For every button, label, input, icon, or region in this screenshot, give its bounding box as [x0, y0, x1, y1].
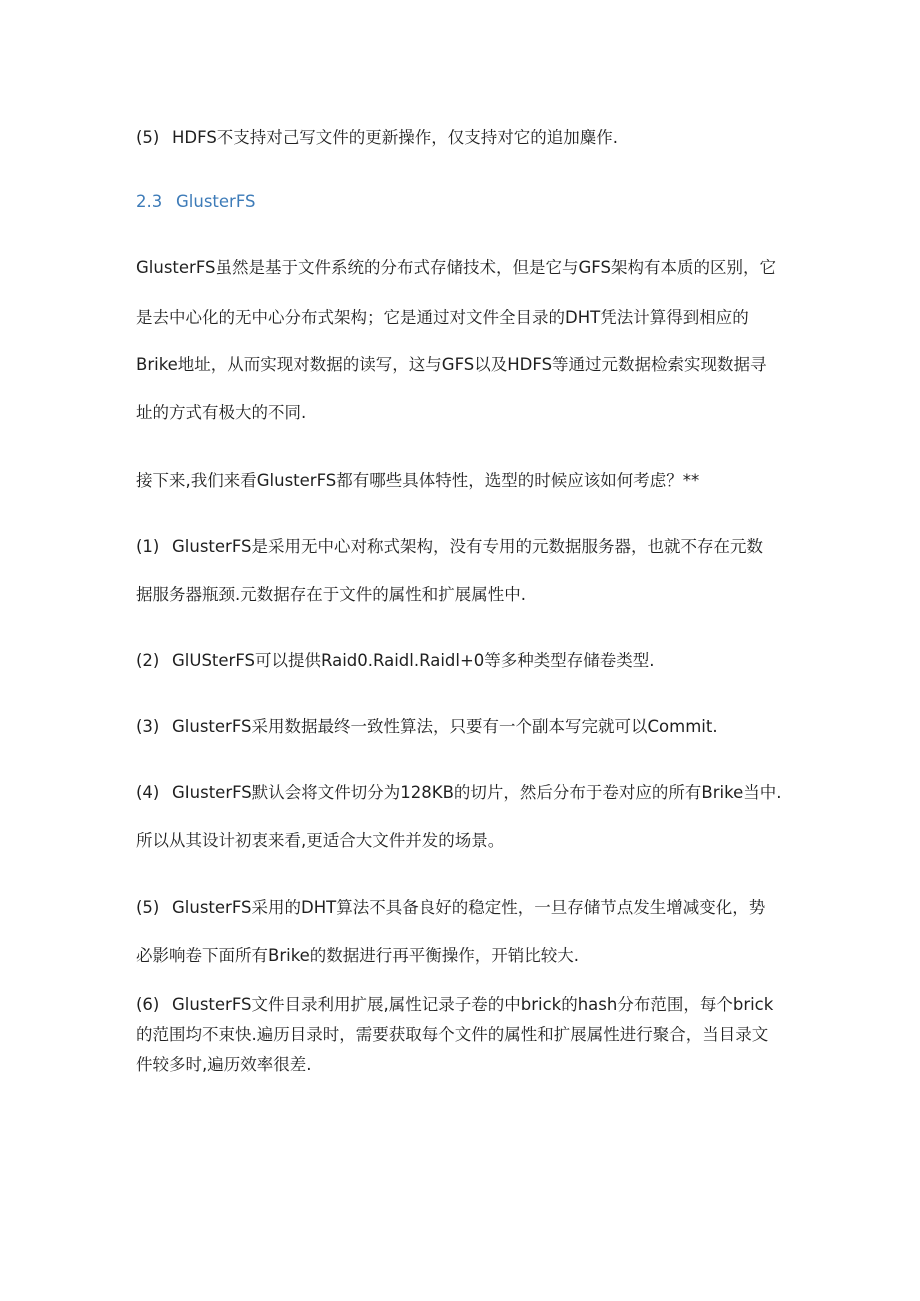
item-number: (1) — [136, 537, 160, 556]
item-number: (2) — [136, 651, 160, 670]
feature-item-1 — [136, 536, 763, 558]
item-text: GlusterFS采用的DHT算法不具备良好的稳定性，一旦存储节点发生增减变化，势 — [172, 898, 766, 917]
intro-line-4: 址的方式有极大的不同. — [136, 403, 307, 422]
question-line: 接下来,我们来看GlusterFS都有哪些具体特性，选型的时候应该如何考虑？** — [136, 471, 700, 490]
item-number: (5) — [136, 128, 160, 147]
item-text: GlusterFS是采用无中心对称式架构，没有专用的元数据服务器，也就不存在元数 — [172, 537, 764, 556]
feature-item-4-cont: 所以从其设计初衷来看,更适合大文件并发的场景。 — [136, 831, 505, 850]
feature-item-1-cont: 据服务器瓶颈.元数据存在于文件的属性和扩展属性中. — [136, 585, 526, 604]
section-title: GlusterFS — [176, 192, 256, 211]
feature-item-2 — [136, 650, 655, 672]
intro-line-3: Brike地址，从而实现对数据的读写，这与GFS以及HDFS等通过元数据检索实现数据寻 — [136, 355, 767, 374]
feature-item-6-cont-2: 件较多时,遍历效率很差. — [136, 1055, 312, 1074]
feature-item-4 — [136, 782, 781, 804]
item-text: GlusterFS文件目录利用扩展,属性记录子卷的中brick的hash分布范围，每个brick — [172, 995, 774, 1014]
section-number: 2.3 — [136, 192, 163, 211]
hdfs-item-5 — [136, 127, 618, 149]
item-text: GlusterFS采用数据最终一致性算法，只要有一个副本写完就可以Commit. — [172, 717, 718, 736]
feature-item-6-cont-1: 的范围均不束快.遍历目录时，需要获取每个文件的属性和扩展属性进行聚合，当目录文 — [136, 1025, 769, 1044]
item-text: HDFS不支持对己写文件的更新操作，仅支持对它的追加麋作. — [172, 128, 619, 147]
item-text: GIusterFS默认会将文件切分为128KB的切片，然后分布于卷对应的所有Brike当中. — [172, 783, 782, 802]
feature-item-6 — [136, 994, 773, 1016]
feature-item-3 — [136, 716, 718, 738]
intro-line-1: GlusterFS虽然是基于文件系统的分布式存储技术，但是它与GFS架构有本质的区别，它 — [136, 258, 776, 277]
feature-item-5 — [136, 897, 765, 919]
intro-line-2: 是去中心化的无中心分布式架构；它是通过对文件全目录的DHT凭法计算得到相应的 — [136, 308, 749, 327]
item-number: (4) — [136, 783, 160, 802]
feature-item-5-cont: 必影响卷下面所有Brike的数据进行再平衡操作，开销比较大. — [136, 946, 580, 965]
item-number: (6) — [136, 995, 160, 1014]
section-heading — [136, 191, 256, 213]
item-number: (3) — [136, 717, 160, 736]
item-number: (5) — [136, 898, 160, 917]
item-text: GlUSterFS可以提供Raid0.Raidl.Raidl+0等多种类型存储卷类型. — [172, 651, 655, 670]
